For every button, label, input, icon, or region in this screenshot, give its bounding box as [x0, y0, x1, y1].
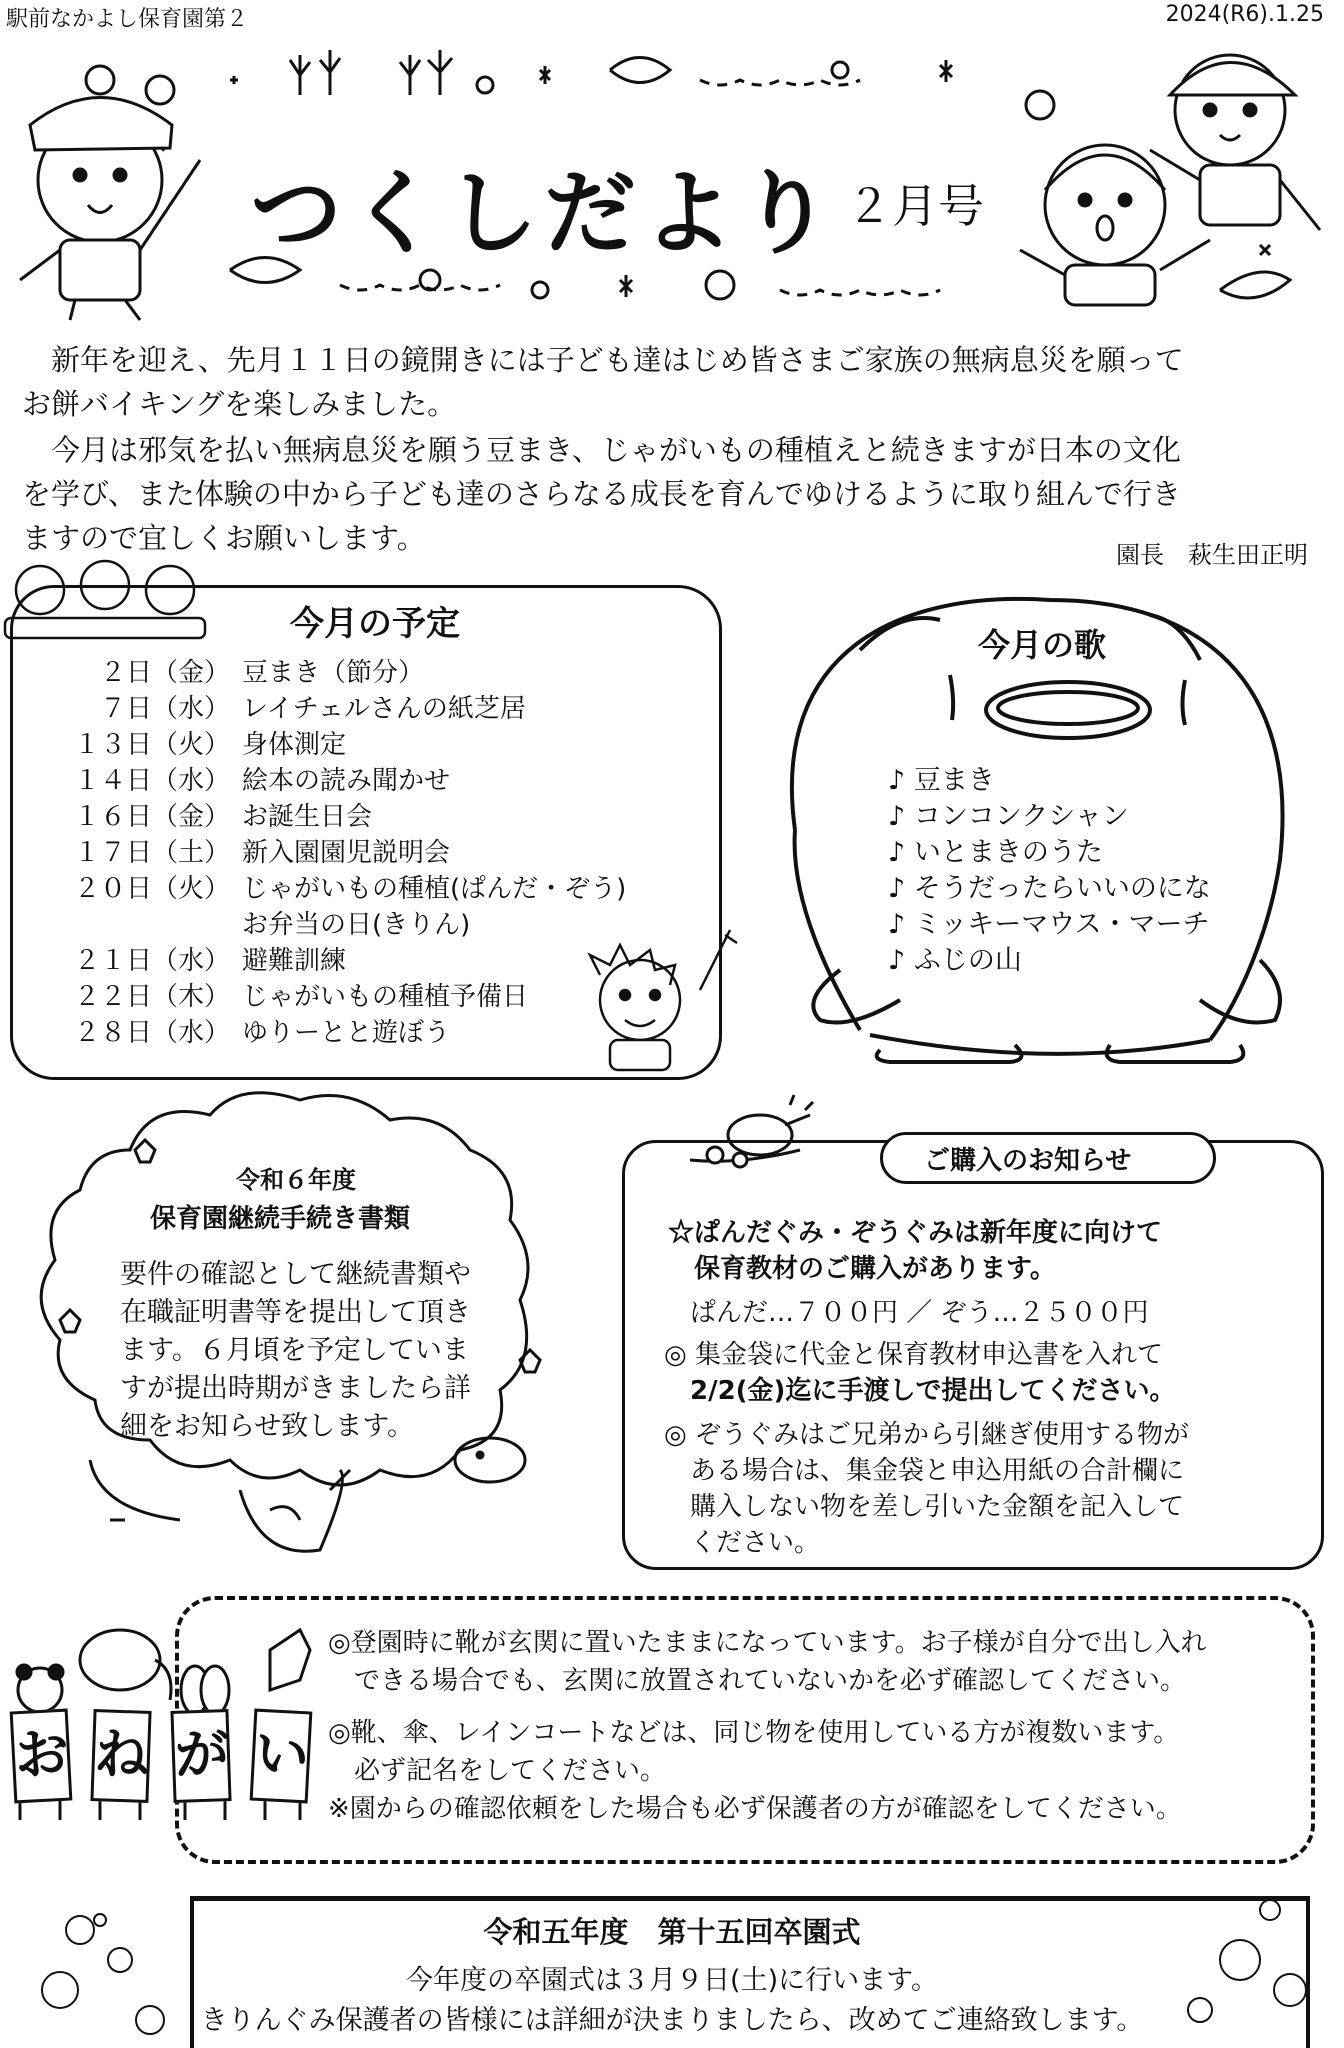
newsletter-title: つくしだより [250, 159, 839, 267]
intro-line: お餅バイキングを楽しみました。 [22, 387, 457, 421]
onegai-card: ね [90, 1709, 151, 1803]
purchase-line: ぱんだ…７００円 ／ ぞう…２５００円 [690, 1298, 1149, 1328]
schedule-row: １６日（金） お誕生日会 [73, 802, 373, 832]
song-item: ♪ コンコンクシャン [888, 801, 1129, 832]
onegai-card: お [10, 1709, 73, 1804]
song-item: ♪ 豆まき [888, 765, 995, 796]
request-line: ◎靴、傘、レインコートなどは、同じ物を使用している方が複数います。 [328, 1718, 1180, 1748]
purchase-line: ☆ぱんだぐみ・ぞうぐみは新年度に向けて [668, 1218, 1163, 1248]
intro-line: 今月は邪気を払い無病息災を願う豆まき、じゃがいもの種植えと続きますが日本の文化 [22, 433, 1181, 467]
kid-left-illustration [20, 66, 200, 320]
schedule-title: 今月の予定 [290, 604, 460, 644]
onegai-card: が [170, 1709, 231, 1803]
purchase-line: 2/2(金)迄に手渡しで提出してください。 [664, 1376, 1176, 1406]
issue-date: 2024(R6).1.25 [1165, 2, 1324, 27]
schedule-row: ２０日（火） じゃがいもの種植(ぱんだ・ぞう) [73, 874, 627, 904]
continuation-line: 要件の確認として継続書類や [120, 1259, 471, 1290]
song-item: ♪ いとまきのうた [888, 837, 1103, 868]
purchase-line: ください。 [664, 1528, 821, 1558]
song-item: ♪ ミッキーマウス・マーチ [888, 909, 1210, 940]
request-line: ◎登園時に靴が玄関に置いたままになっています。お子様が自分で出し入れ [328, 1628, 1207, 1658]
request-line: 必ず記名をしてください。 [328, 1756, 667, 1786]
kids-right-illustration [1020, 55, 1320, 305]
songs-title: 今月の歌 [978, 626, 1107, 664]
song-item: ♪ ふじの山 [888, 945, 1022, 976]
schedule-row: ２１日（水） 避難訓練 [73, 946, 347, 976]
schedule-row: ２２日（木） じゃがいもの種植予備日 [73, 982, 529, 1012]
schedule-row: ２日（金） 豆まき（節分） [99, 658, 425, 688]
continuation-line: すが提出時期がきましたら詳 [120, 1373, 471, 1404]
intro-line: 新年を迎え、先月１１日の鏡開きには子ども達はじめ皆さまご家族の無病息災を願って [22, 343, 1184, 377]
continuation-title-year: 令和６年度 [236, 1165, 356, 1194]
intro-line: を学び、また体験の中から子ども達のさらなる成長を育んでゆけるように取り組んで行き [22, 477, 1181, 511]
schedule-row: ７日（水） レイチェルさんの紙芝居 [99, 694, 526, 724]
continuation-line: 細をお知らせ致します。 [120, 1411, 415, 1442]
continuation-title: 保育園継続手続き書類 [150, 1204, 411, 1234]
song-item: ♪ そうだったらいいのにな [888, 873, 1211, 904]
purchase-line: 購入しない物を差し引いた金額を記入して [664, 1492, 1185, 1522]
issue-label: ２月号 [846, 179, 984, 233]
schedule-row: １７日（土） 新入園園児説明会 [73, 838, 451, 868]
continuation-line: ます。６月頃を予定していま [120, 1335, 469, 1366]
schedule-row: １４日（水） 絵本の読み聞かせ [73, 766, 451, 796]
schedule-row: １３日（火） 身体測定 [73, 730, 347, 760]
principal-signature: 園長 萩生田正明 [1116, 541, 1308, 569]
intro-line: ますので宜しくお願いします。 [22, 521, 426, 555]
purchase-line: ◎ 集金袋に代金と保育教材申込書を入れて [664, 1340, 1163, 1370]
schedule-row: お弁当の日(きりん) [242, 910, 471, 940]
schedule-row: ２８日（水） ゆりーとと遊ぼう [73, 1018, 451, 1048]
graduation-line: 今年度の卒園式は３月９日(土)に行います。 [406, 1965, 938, 1996]
purchase-line: 保育教材のご購入があります。 [668, 1254, 1056, 1284]
continuation-line: 在職証明書等を提出して頂き [120, 1297, 471, 1328]
request-line: できる場合でも、玄関に放置されていないかを必ず確認してください。 [328, 1666, 1187, 1696]
purchase-title: ご購入のお知らせ [924, 1146, 1132, 1176]
onegai-card: い [250, 1709, 313, 1804]
purchase-line: ◎ ぞうぐみはご兄弟から引継ぎ使用する物が [664, 1420, 1189, 1450]
school-name: 駅前なかよし保育園第２ [6, 7, 249, 32]
graduation-line: きりんぐみ保護者の皆様には詳細が決まりましたら、改めてご連絡致します。 [200, 2005, 1144, 2036]
graduation-title: 令和五年度 第十五回卒園式 [483, 1915, 861, 1949]
purchase-line: ある場合は、集金袋と申込用紙の合計欄に [664, 1456, 1185, 1486]
request-line: ※園からの確認依頼をした場合も必ず保護者の方が確認をしてください。 [328, 1794, 1182, 1824]
